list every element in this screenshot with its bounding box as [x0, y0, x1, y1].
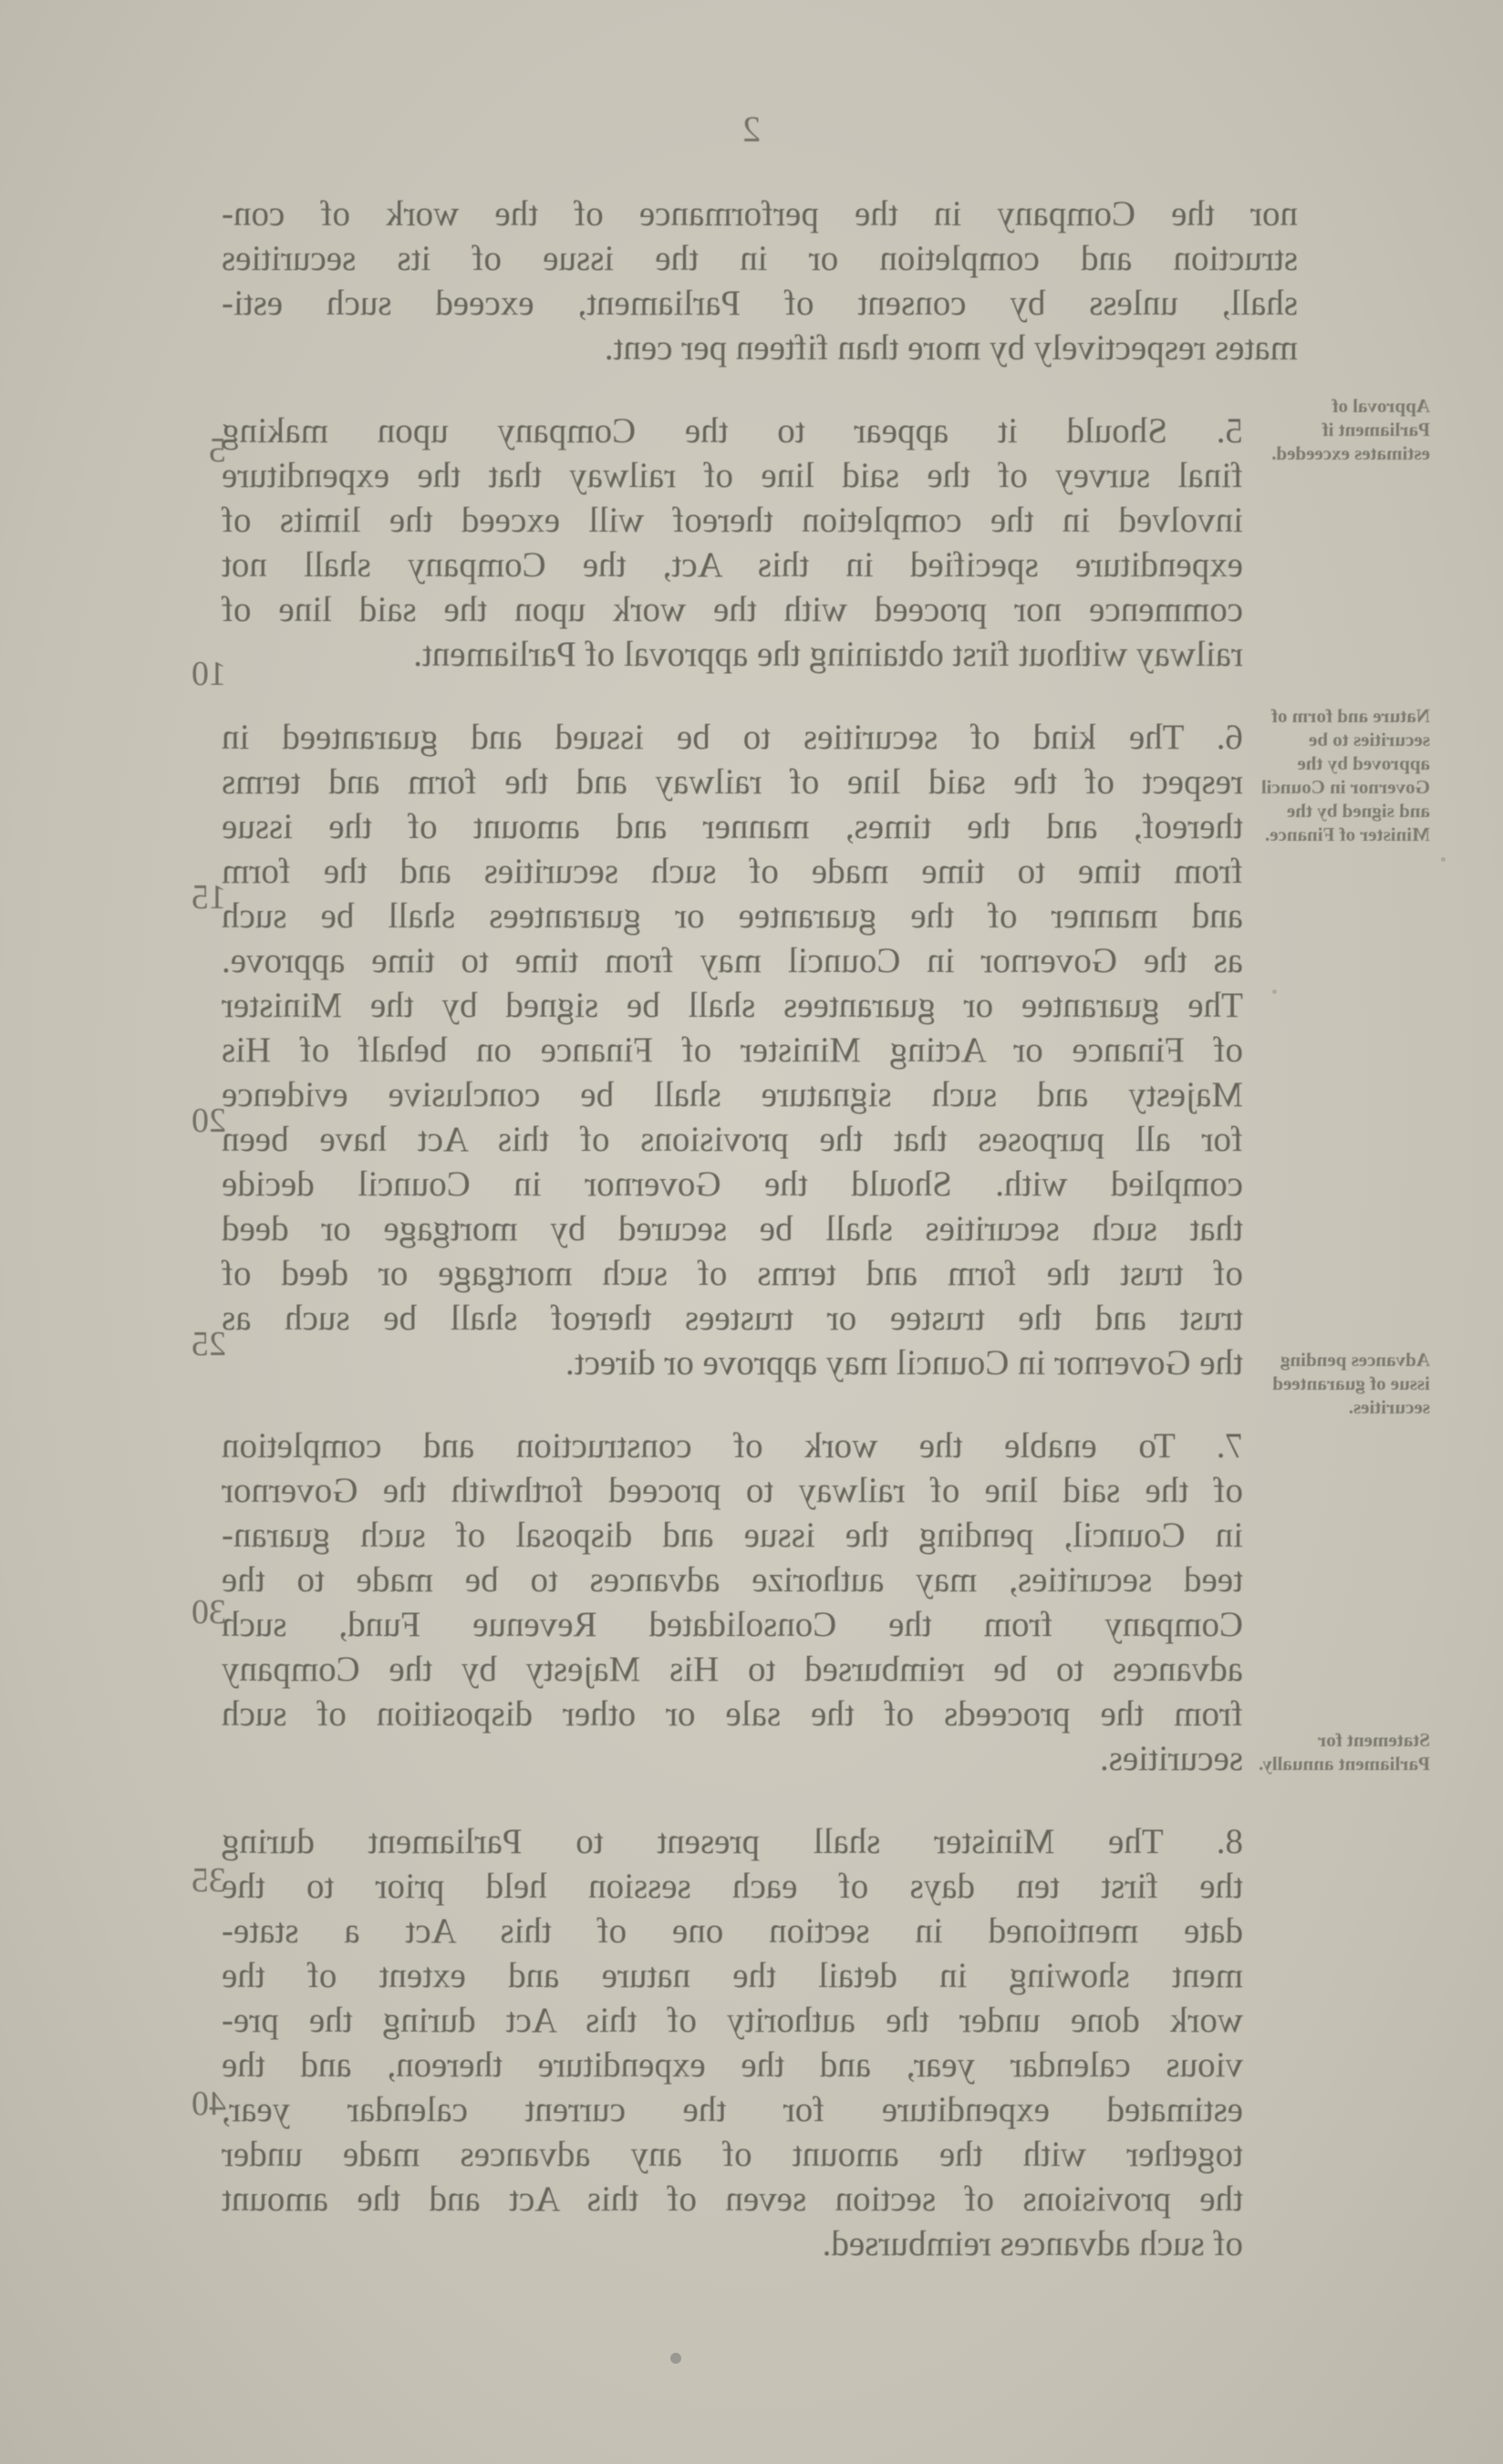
text-line: of such advances reimbursed.	[822, 2224, 1243, 2263]
text-line: final survey of the said line of railway that the expenditure	[222, 456, 1243, 495]
line-number: 25	[192, 1325, 226, 1363]
text-line: nor the Company in the performance of the work of con-	[222, 194, 1298, 233]
margin-note: Statement for Parliament annually.	[1259, 1729, 1430, 1775]
text-line: shall, unless by consent of Parliament, exceed such esti-	[222, 284, 1298, 323]
text-line: that such securities shall be secured by mortgage or deed	[222, 1209, 1243, 1248]
margin-note: Nature and form of securities to be approved by the Governor in Council and signed by the Minister of Finance.	[1260, 705, 1430, 845]
text-line: the first ten days of each session held prior to the	[222, 1867, 1243, 1906]
text-line: Majesty and such signature shall be conclusive evidence	[222, 1075, 1243, 1114]
text-line: respect of the said line of railway and the form and terms	[222, 762, 1243, 802]
text-line: Company from the Consolidated Revenue Fund, such	[222, 1605, 1243, 1644]
text-line: mates respectively by more than fifteen per cent.	[604, 328, 1298, 368]
text-line: and manner of the guarantee or guarantees shall be such	[222, 896, 1243, 936]
ink-speck	[670, 2353, 681, 2364]
line-number: 30	[192, 1593, 226, 1631]
line-number: 15	[192, 878, 226, 916]
text-line: teed securities, may authorize advances to be made to the	[222, 1560, 1243, 1600]
ink-speck	[1441, 857, 1446, 862]
text-line: 5. Should it appear to the Company upon making	[222, 411, 1243, 450]
text-line: The guarantee or guarantees shall be signed by the Minister	[222, 986, 1243, 1025]
text-line: advances to be reimbursed to His Majesty by the Company	[222, 1650, 1243, 1689]
section-8	[222, 1819, 1298, 2266]
text-line: 8. The Minister shall present to Parliament during	[222, 1822, 1243, 1861]
section-5	[222, 409, 1298, 677]
text-line: ment showing in detail the nature and extent of the	[222, 1956, 1243, 1995]
line-number: 10	[192, 655, 226, 693]
line-number: 40	[192, 2085, 226, 2123]
text-line: in Council, pending the issue and disposal of such guaran-	[222, 1516, 1243, 1555]
text-line: the Governor in Council may approve or direct.	[565, 1343, 1243, 1382]
text-line: date mentioned in section one of this Act a state-	[222, 1911, 1243, 1951]
text-line: 7. To enable the work of construction and completion	[222, 1426, 1243, 1465]
text-line: trust and the trustee or trustees thereof shall be such as	[222, 1299, 1243, 1338]
text-line: vious calendar year, and the expenditure thereon, and the	[222, 2045, 1243, 2085]
text-line: securities.	[1099, 1739, 1243, 1778]
text-line: work done under the authority of this Act during the pre-	[222, 2001, 1243, 2040]
text-line: thereof, and the times, manner and amount of the issue	[222, 807, 1243, 846]
paragraph-4-continued	[222, 192, 1298, 370]
text-line: from the proceeds of the sale or other disposition of such	[222, 1694, 1243, 1734]
text-line: of Finance or Acting Minister of Finance on behalf of His	[222, 1030, 1243, 1070]
text-line: the provisions of section seven of this Act and the amount	[222, 2179, 1243, 2219]
text-line: for all purposes that the provisions of this Act have been	[222, 1120, 1243, 1159]
text-line: commence nor proceed with the work upon the said line of	[222, 590, 1243, 629]
text-line: together with the amount of any advances made under	[222, 2135, 1243, 2174]
line-number: 5	[209, 431, 226, 470]
text-line: complied with. Should the Governor in Council decide	[222, 1165, 1243, 1204]
text-line: expenditure specified in this Act, the Company shall not	[222, 545, 1243, 585]
line-number: 35	[192, 1861, 226, 1900]
margin-note: Approval of Parliament if estimates exceeded.	[1271, 395, 1430, 464]
text-line: railway without first obtaining the approval of Parliament.	[413, 635, 1243, 674]
body-text	[222, 192, 1298, 2304]
page-number: 2	[742, 109, 761, 150]
text-line: estimated expenditure for the current calendar year,	[222, 2090, 1243, 2129]
line-number: 20	[192, 1102, 226, 1140]
margin-note: Advances pending issue of guaranteed securities.	[1272, 1349, 1430, 1418]
section-7	[222, 1424, 1298, 1781]
text-line: 6. The kind of securities to be issued and guaranteed in	[222, 718, 1243, 757]
ink-speck	[1272, 989, 1277, 994]
text-line: struction and completion or in the issue of its securities	[222, 239, 1298, 278]
text-line: of the said line of railway to proceed forthwith the Governor	[222, 1471, 1243, 1510]
text-line: from time to time made of such securities and the form	[222, 852, 1243, 891]
section-6	[222, 715, 1298, 1385]
text-line: as the Governor in Council may from time to time approve.	[222, 941, 1243, 980]
text-line: of trust the form and terms of such mortgage or deed of	[222, 1254, 1243, 1293]
text-line: involved in the completion thereof will exceed the limits of	[222, 501, 1243, 540]
